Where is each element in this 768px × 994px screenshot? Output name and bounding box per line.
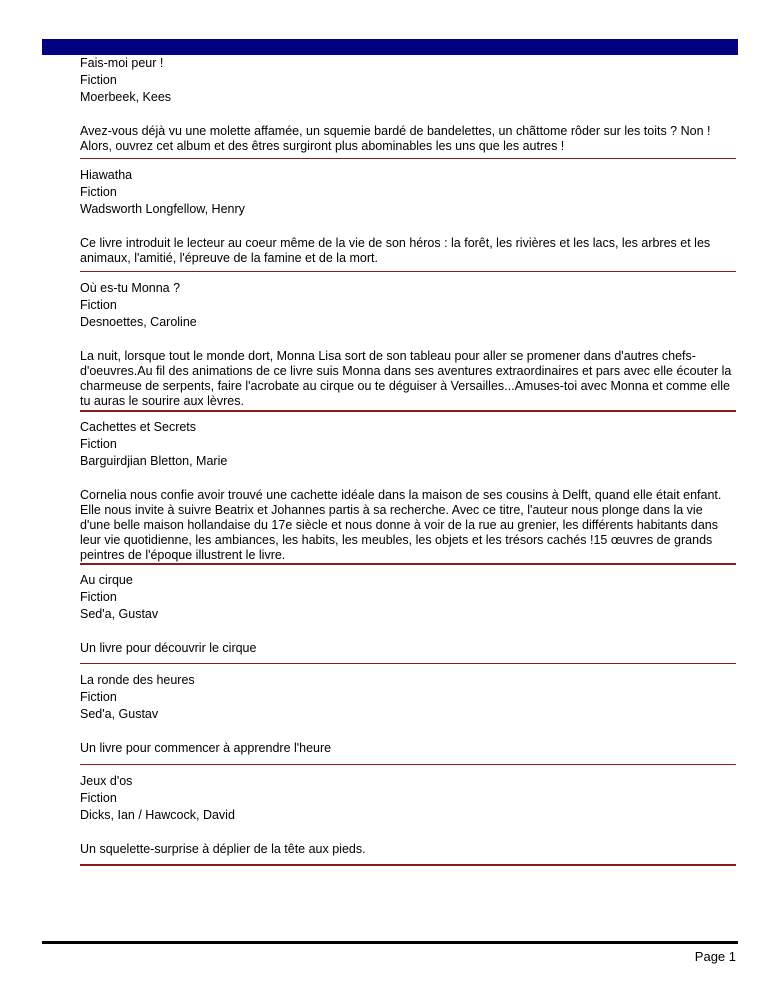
entry-divider — [80, 410, 736, 412]
header-band — [42, 39, 738, 55]
entry-divider — [80, 864, 736, 866]
book-genre: Fiction — [80, 185, 117, 199]
page-number: Page 1 — [694, 949, 736, 964]
entry-divider — [80, 271, 736, 272]
book-author: Dicks, Ian / Hawcock, David — [80, 808, 235, 822]
book-author: Desnoettes, Caroline — [80, 315, 197, 329]
book-title: Où es-tu Monna ? — [80, 281, 181, 295]
book-title: Fais-moi peur ! — [80, 56, 164, 70]
book-description: Un squelette-surprise à déplier de la tête aux pieds. — [80, 842, 366, 856]
book-title: Au cirque — [80, 573, 133, 587]
book-genre: Fiction — [80, 690, 117, 704]
book-description: Avez-vous déjà vu une molette affamée, un squemie bardé de bandelettes, un chãttome rôder sur les toits ? Non ! Alors, ouvrez cet album et des êtres surgiront plus abominables les uns que les autres ! — [80, 124, 711, 153]
book-genre: Fiction — [80, 791, 117, 805]
book-author: Sed'a, Gustav — [80, 607, 159, 621]
book-author: Sed'a, Gustav — [80, 707, 159, 721]
book-description: Un livre pour découvrir le cirque — [80, 641, 257, 655]
book-description: Ce livre introduit le lecteur au coeur même de la vie de son héros : la forêt, les rivières et les lacs, les arbres et les animaux, l'amitié, l'épreuve de la famine et de la mort. — [80, 236, 711, 265]
entry-divider — [80, 764, 736, 765]
book-title: La ronde des heures — [80, 673, 195, 687]
entry-divider — [80, 158, 736, 159]
book-genre: Fiction — [80, 437, 117, 451]
book-author: Wadsworth Longfellow, Henry — [80, 202, 245, 216]
book-title: Hiawatha — [80, 168, 133, 182]
book-description: La nuit, lorsque tout le monde dort, Monna Lisa sort de son tableau pour aller se promener dans d'autres chefs-d'oeuvres.Au fil des animations de ce livre suis Monna dans ses aventures extraordinaires et pars avec elle écouter la charmeuse de serpents, faire l'acrobate au cirque ou te déguiser à Versailles...Amuses-toi avec Monna et comme elle tu auras le sourire aux lèvres. — [80, 349, 732, 408]
entry-divider — [80, 563, 736, 565]
book-genre: Fiction — [80, 298, 117, 312]
book-genre: Fiction — [80, 73, 117, 87]
entry-divider — [80, 663, 736, 664]
book-author: Barguirdjian Bletton, Marie — [80, 454, 228, 468]
book-description: Un livre pour commencer à apprendre l'heure — [80, 741, 332, 755]
footer-divider — [42, 941, 738, 944]
book-description: Cornelia nous confie avoir trouvé une cachette idéale dans la maison de ses cousins à Delft, quand elle était enfant. Elle nous invite à suivre Beatrix et Johannes partis à sa recherche. Avec ce titre, l'auteur nous plonge dans la vie d'une belle maison hollandaise du 17e siècle et nous donne à voir de la rue au grenier, les différents habitants dans leur vie quotidienne, les ambiances, les habits, les meubles, les objets et les trésors cachés !15 œuvres de grands peintres de l'époque illustrent le livre. — [80, 488, 722, 562]
book-title: Cachettes et Secrets — [80, 420, 197, 434]
book-author: Moerbeek, Kees — [80, 90, 172, 104]
book-title: Jeux d'os — [80, 774, 133, 788]
book-genre: Fiction — [80, 590, 117, 604]
